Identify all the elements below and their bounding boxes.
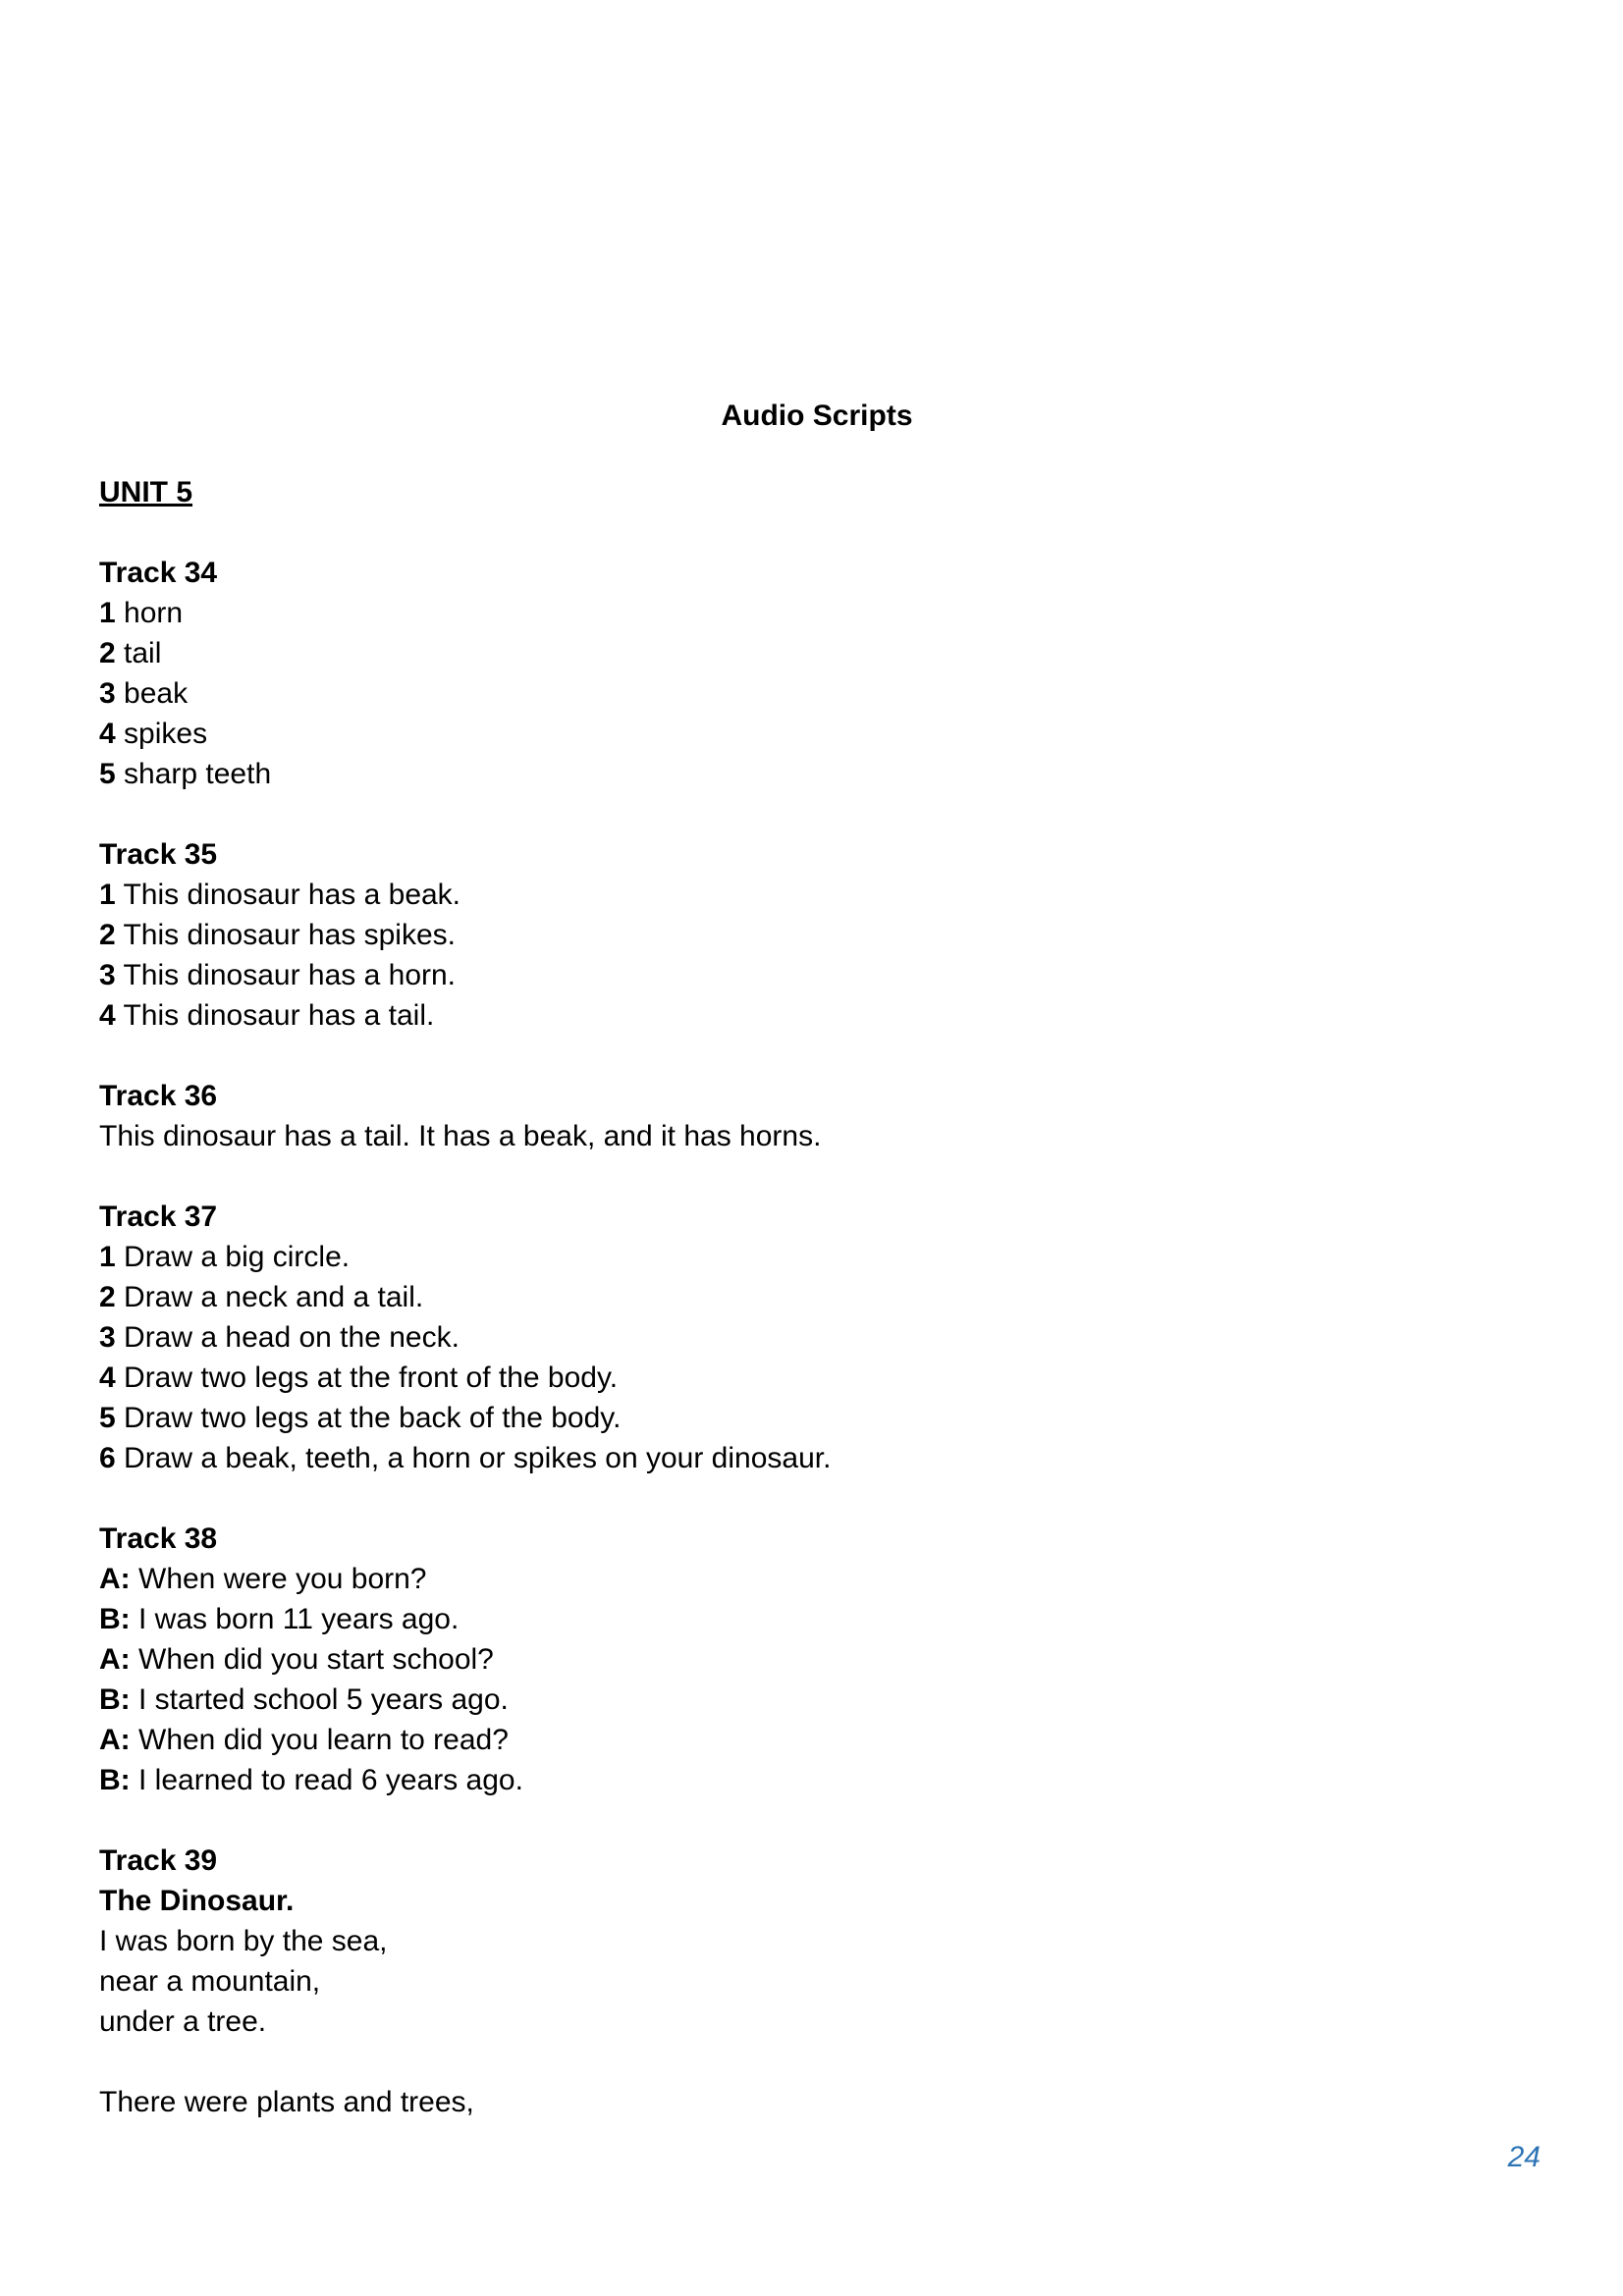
speaker-label: B: bbox=[99, 1683, 131, 1716]
item-text: Draw two legs at the front of the body. bbox=[124, 1362, 619, 1394]
item-text: Draw two legs at the back of the body. bbox=[124, 1402, 622, 1434]
speaker-label: A: bbox=[99, 1563, 131, 1595]
item-number: 6 bbox=[99, 1442, 116, 1474]
unit-heading: UNIT 5 bbox=[99, 476, 193, 508]
item-number: 1 bbox=[99, 1241, 116, 1273]
poem-stanza bbox=[99, 2082, 1493, 2122]
track-title: Track 36 bbox=[99, 1080, 218, 1112]
list-item bbox=[99, 1277, 1493, 1317]
speaker-label: B: bbox=[99, 1764, 131, 1796]
list-item bbox=[99, 714, 1493, 754]
list-item bbox=[99, 633, 1493, 673]
dialogue-text: When did you learn to read? bbox=[138, 1724, 509, 1756]
poem-title: The Dinosaur. bbox=[99, 1885, 295, 1917]
item-text: sharp teeth bbox=[124, 758, 272, 790]
dialogue-line bbox=[99, 1680, 1493, 1720]
dialogue-text: When did you start school? bbox=[138, 1643, 494, 1676]
track-37 bbox=[99, 1197, 1493, 1478]
item-number: 2 bbox=[99, 1281, 116, 1313]
list-item bbox=[99, 673, 1493, 714]
item-text: This dinosaur has a tail. bbox=[123, 999, 435, 1032]
item-number: 3 bbox=[99, 1321, 116, 1354]
track-title: Track 38 bbox=[99, 1522, 218, 1555]
item-number: 5 bbox=[99, 758, 116, 790]
track-38 bbox=[99, 1519, 1493, 1800]
track-34 bbox=[99, 553, 1493, 794]
item-text: spikes bbox=[124, 718, 208, 750]
list-item bbox=[99, 955, 1493, 995]
item-text: Draw a beak, teeth, a horn or spikes on your dinosaur. bbox=[124, 1442, 832, 1474]
dialogue-text: I was born 11 years ago. bbox=[138, 1603, 460, 1635]
list-item bbox=[99, 1358, 1493, 1398]
list-item bbox=[99, 754, 1493, 794]
track-title: Track 35 bbox=[99, 838, 218, 871]
item-number: 4 bbox=[99, 718, 116, 750]
item-text: This dinosaur has a beak. bbox=[123, 879, 461, 911]
item-number: 4 bbox=[99, 1362, 116, 1394]
page-title: Audio Scripts bbox=[721, 400, 913, 432]
dialogue-text: I learned to read 6 years ago. bbox=[138, 1764, 523, 1796]
track-39 bbox=[99, 1841, 1493, 2122]
speaker-label: B: bbox=[99, 1603, 131, 1635]
track-36 bbox=[99, 1076, 1493, 1156]
track-35 bbox=[99, 834, 1493, 1036]
track-title: Track 34 bbox=[99, 557, 218, 589]
page-number: 24 bbox=[1507, 2141, 1541, 2173]
item-number: 3 bbox=[99, 959, 116, 991]
poem-stanza bbox=[99, 1921, 1493, 2042]
item-number: 2 bbox=[99, 637, 116, 669]
list-item bbox=[99, 915, 1493, 955]
speaker-label: A: bbox=[99, 1643, 131, 1676]
dialogue-line bbox=[99, 1720, 1493, 1760]
list-item bbox=[99, 1317, 1493, 1358]
list-item bbox=[99, 593, 1493, 633]
poem-line: under a tree. bbox=[99, 2005, 267, 2038]
item-text: Draw a head on the neck. bbox=[124, 1321, 460, 1354]
item-number: 2 bbox=[99, 919, 116, 951]
item-number: 4 bbox=[99, 999, 116, 1032]
list-item bbox=[99, 875, 1493, 915]
script-line: This dinosaur has a tail. It has a beak, and it has horns. bbox=[99, 1120, 822, 1152]
audio-scripts-body bbox=[99, 472, 1493, 2163]
dialogue-text: I started school 5 years ago. bbox=[138, 1683, 509, 1716]
dialogue-line bbox=[99, 1559, 1493, 1599]
item-text: Draw a big circle. bbox=[124, 1241, 351, 1273]
item-text: horn bbox=[124, 597, 184, 629]
item-text: This dinosaur has spikes. bbox=[123, 919, 456, 951]
item-text: tail bbox=[124, 637, 162, 669]
list-item bbox=[99, 995, 1493, 1036]
dialogue-text: When were you born? bbox=[138, 1563, 427, 1595]
dialogue-line bbox=[99, 1599, 1493, 1639]
item-number: 1 bbox=[99, 879, 116, 911]
item-text: This dinosaur has a horn. bbox=[123, 959, 457, 991]
item-text: Draw a neck and a tail. bbox=[124, 1281, 424, 1313]
speaker-label: A: bbox=[99, 1724, 131, 1756]
track-title: Track 39 bbox=[99, 1844, 218, 1877]
item-text: beak bbox=[124, 677, 189, 710]
list-item bbox=[99, 1438, 1493, 1478]
list-item bbox=[99, 1398, 1493, 1438]
poem-line: I was born by the sea, bbox=[99, 1925, 388, 1957]
item-number: 1 bbox=[99, 597, 116, 629]
poem-line: near a mountain, bbox=[99, 1965, 321, 1998]
list-item bbox=[99, 1237, 1493, 1277]
poem-line: There were plants and trees, bbox=[99, 2086, 474, 2118]
track-title: Track 37 bbox=[99, 1201, 218, 1233]
item-number: 5 bbox=[99, 1402, 116, 1434]
dialogue-line bbox=[99, 1760, 1493, 1800]
dialogue-line bbox=[99, 1639, 1493, 1680]
item-number: 3 bbox=[99, 677, 116, 710]
